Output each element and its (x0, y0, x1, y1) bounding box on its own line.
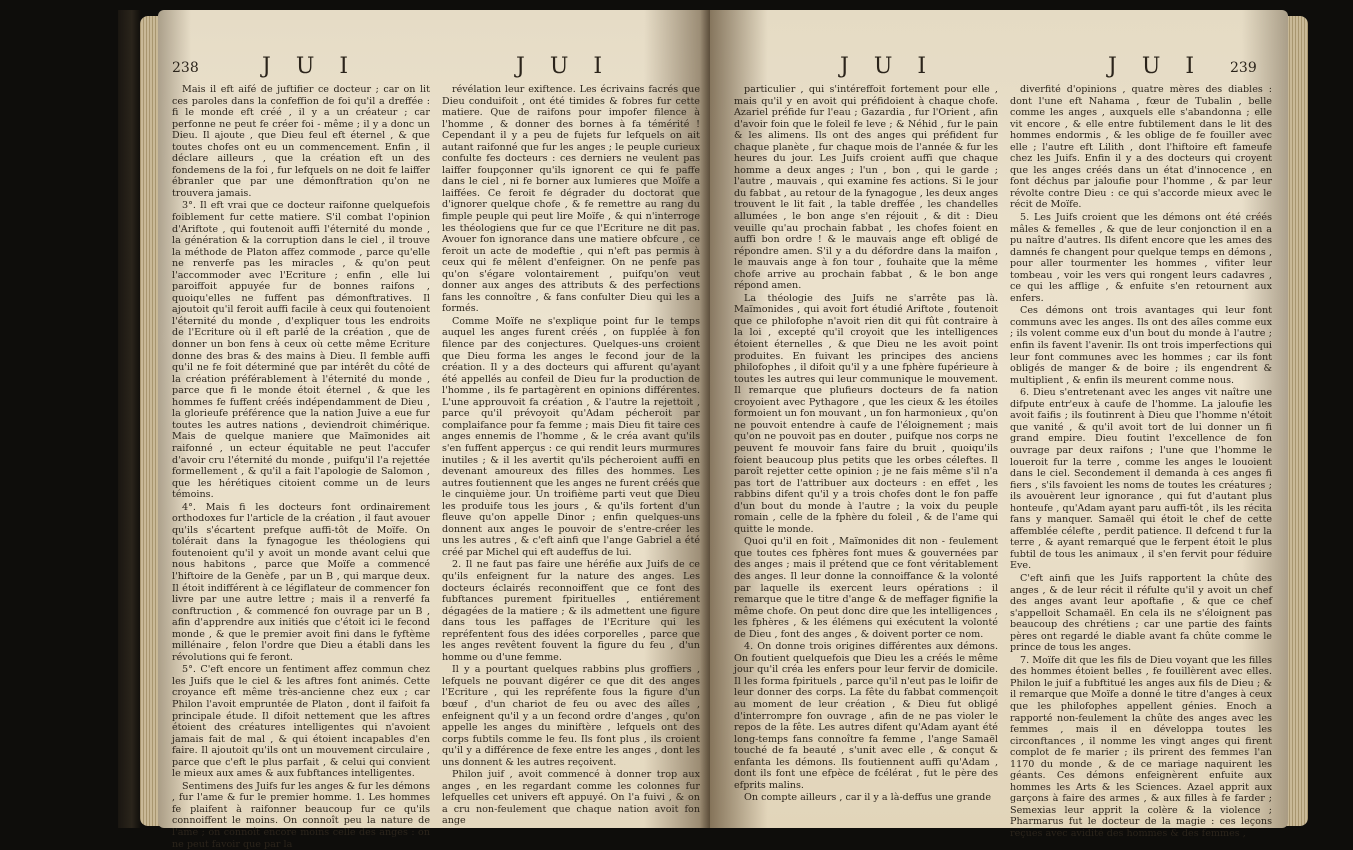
text-column-left (734, 84, 998, 804)
running-header: J U I (1108, 54, 1204, 79)
paragraph: 4. On donne trois origines différentes aux démons. On foutient quelquefois que Dieu les a créés le même jour qu'il créa les enfers pour leur fervir de domicile. Il les forma fpirituels , parce qu'il n'eut pas le loifir de leur donner des corps. La fête du fabbat commençoit au moment de leur création , & Dieu fut obligé d'interrompre fon ouvrage , afin de ne pas violer le repos de la fête. Les autres difent qu'Adam ayant été long-temps fans connoître fa femme , l'ange Samaël touché de fa beauté , s'unit avec elle , & conçut & enfanta les démons. Ils foutiennent auffi qu'Adam , dont ils font une efpèce de fcélérat , fut le père des efprits malins. (734, 641, 998, 791)
running-header: J U I (262, 54, 358, 79)
page-number: 239 (1230, 60, 1257, 76)
paragraph: Philon juif , avoit commencé à donner trop aux anges , en les regardant comme les colonnes fur lefquelles cet univers eft appuyé. On l'a fuivi , & on a cru non-feulement que chaque nation avoit fon ange (442, 769, 700, 827)
paragraph: Quoi qu'il en foit , Maïmonides dit non - feulement que toutes ces fphères font mues & gouvernées par des anges ; mais il prétend que ce font véritablement des anges. Il leur donne la connoiffance & la volonté par laquelle ils exercent leurs opérations : il remarque que le titre d'ange & de meffager fignifie la même chofe. On peut donc dire que les intelligences , les fphères , & les élémens qui exécutent la volonté de Dieu , font des anges , & doivent porter ce nom. (734, 536, 998, 640)
paragraph: Sentimens des Juifs fur les anges & fur les démons , fur l'ame & fur le premier homme. 1. Les hommes fe plaifent à raifonner beaucoup fur ce qu'ils connoiffent le moins. On connoît peu la nature de l'ame ; on connoît encore moins celle des anges : on ne peut favoir que par la (172, 780, 430, 850)
paragraph: C'eft ainfi que les Juifs rapportent la chûte des anges , & de leur récit il réfulte qu'il y avoit un chef des anges avant leur apoftafie , & que ce chef s'appelloit Schamaël. En cela ils ne s'éloignent pas beaucoup des chrétiens ; car une partie des faints pères ont regardé le diable avant fa chûte comme le prince de tous les anges. (1010, 572, 1272, 654)
paragraph: Mais il eft aifé de juftifier ce docteur ; car on lit ces paroles dans la confeffion de foi qu'il a dreffée : fi le monde eft créé , il y a un créateur ; car perfonne ne peut fe créer foi - même ; il y a donc un Dieu. Il ajoute , que Dieu feul eft éternel , & que toutes chofes ont eu un commencement. Enfin , il déclare ailleurs , que la création eft un des fondemens de la foi , fur lefquels on ne doit fe laiffer ébranler que par une démonftration qu'on ne trouvera jamais. (172, 84, 430, 199)
paragraph: 5°. C'eft encore un fentiment affez commun chez les Juifs que le ciel & les aftres font animés. Cette croyance eft même très-ancienne chez eux ; car Philon l'avoit empruntée de Platon , dont il faifoit fa principale étude. Il difoit nettement que les aftres étoient des créatures intelligentes qui n'avoient jamais fait de mal , & qui étoient incapables d'en faire. Il ajoutoit qu'ils ont un mouvement circulaire , parce que c'eft le plus parfait , & celui qui convient le mieux aux ames & aux fubftances intelligentes. (172, 664, 430, 780)
paragraph: 6. Dieu s'entretenant avec les anges vit naître une difpute entr'eux à caufe de l'homme. La jaloufie les avoit faifis ; ils foutinrent à Dieu que l'homme n'étoit que vanité , & qu'il avoit tort de lui donner un fi grand empire. Dieu foutint l'excellence de fon ouvrage par deux raifons ; l'une que l'homme le loueroit fur la terre , comme les anges le louoient dans le ciel. Secondement il demanda à ces anges fi fiers , s'ils favoient les noms de toutes les créatures ; ils avouèrent leur ignorance , qui fut d'autant plus honteufe , qu'Adam ayant paru auffi-tôt , ils les récita fans y manquer. Samaël qui étoit le chef de cette affemblée célefte , perdit patience. Il defcend t fur la terre , & ayant remarqué que le ferpent étoit le plus fubtil de tous les animaux , il s'en fervit pour féduire Eve. (1010, 387, 1272, 572)
paragraph: 3°. Il eft vrai que ce docteur raifonne quelquefois foiblement fur cette matiere. S'il combat l'opinion d'Ariftote , qui foutenoit auffi l'éternité du monde , la génération & la corruption dans le ciel , il trouve la méthode de Platon affez commode , parce qu'elle ne renverfe pas les miracles , & qu'on peut l'accommoder avec l'Ecriture ; enfin , elle lui paroiffoit appuyée fur de bonnes raifons , quoiqu'elles ne fuffent pas démonftratives. Il ajoutoit qu'il feroit auffi facile à ceux qui foutenoient l'éternité du monde , d'expliquer tous les endroits de l'Ecriture où il eft parlé de la création , que de donner un bon fens à ceux où cette même Ecriture donne des bras & des mains à Dieu. Il femble auffi qu'il ne fe foit déterminé que par intérêt du côté de la création préférablement à l'éternité du monde , parce que fi le monde étoit éternel , & que les hommes fe fuffent créés indépendamment de Dieu , la glorieufe préférence que la nation Juive a eue fur toutes les autres nations , deviendroit chimérique. Mais de quelque maniere que Maïmonides ait raifonné , un ecteur équitable ne peut l'accufer d'avoir cru l'éternité du monde , puifqu'il l'a rejettée formellement , & qu'il a fait l'apologie de Salomon , que les hérétiques citoient comme un de leurs témoins. (172, 200, 430, 501)
page-number: 238 (172, 60, 199, 76)
paragraph: La théologie des Juifs ne s'arrête pas là. Maïmonides , qui avoit fort étudié Ariftote , foutenoit que ce philofophe n'avoit rien dit qui fût contraire à la loi , excepté qu'il croyoit que les intelligences étoient éternelles , & que Dieu ne les avoit point produites. En fuivant les principes des anciens philofophes , il difoit qu'il y a une fphère fupérieure à toutes les autres qui leur communique le mouvement. Il remarque que plufieurs docteurs de fa nation croyoient avec Pythagore , que les cieux & les étoiles formoient un fon mouvant , un fon harmonieux , qu'on ne pouvoit entendre à caufe de l'éloignement ; mais qu'on ne pouvoit pas en douter , puifque nos corps ne peuvent fe mouvoir fans faire du bruit , quoiqu'ils foient beaucoup plus petits que les orbes céleftes. Il paroît rejetter cette opinion ; je ne fais même s'il n'a pas tort de l'attribuer aux docteurs : en effet , les rabbins difent qu'il y a trois chofes dont le fon paffe d'un bout du monde à l'autre ; la voix du peuple romain , celle de la fphère du foleil , & de l'ame qui quitte le monde. (734, 292, 998, 535)
running-header: J U I (840, 54, 936, 79)
paragraph: 4°. Mais fi les docteurs font ordinairement orthodoxes fur l'article de la création , il faut avouer qu'ils s'écartent prefque auffi-tôt de Moïfe. On tolérait dans la fynagogue les théologiens qui foutenoient qu'il y avoit un monde avant celui que nous habitons , parce que Moïfe a commencé l'hiftoire de la Genèfe , par un B , qui marque deux. Il étoit indifférent à ce légiflateur de commencer fon livre par une autre lettre ; mais il a renverfé fa conftruction , & commencé fon ouvrage par un B , afin d'apprendre aux initiés que c'étoit ici le fecond monde , & que le premier avoit fini dans le fyftème millénaire , felon l'ordre que Dieu a établi dans les révolutions qui fe feront. (172, 501, 430, 663)
paragraph: 2. Il ne faut pas faire une héréfie aux Juifs de ce qu'ils enfeignent fur la nature des anges. Les docteurs éclairés reconnoiffent que ce font des fubftances purement fpirituelles , entiérement dégagées de la matiere ; & ils admettent une figure dans tous les paffages de l'Ecriture qui les repréfentent fous des idées corporelles , parce que les anges revêtent fouvent la figure du feu , d'un homme ou d'une femme. (442, 559, 700, 663)
paragraph: Comme Moïfe ne s'explique point fur le temps auquel les anges furent créés , on fupplée à fon filence par des conjectures. Quelques-uns croient que Dieu forma les anges le fecond jour de la création. Il y a des docteurs qui affurent qu'ayant été appellés au confeil de Dieu fur la production de l'homme , ils fe partagèrent en opinions différentes. L'une approuvoit fa création , & l'autre la rejettoit , parce qu'il prévoyoit qu'Adam pécheroit par complaifance pour fa femme ; mais Dieu fit taire ces anges ennemis de l'homme , & le créa avant qu'ils s'en fuffent apperçus : ce qui rendit leurs murmures inutiles ; & il les avertit qu'ils pécheroient auffi en devenant amoureux des filles des hommes. Les autres foutiennent que les anges ne furent créés que le cinquième jour. Un troifième parti veut que Dieu les produife tous les jours , & qu'ils fortent d'un fleuve qu'on appelle Dinor ; enfin quelques-uns donnent aux anges le pouvoir de s'entre-créer les uns les autres , & c'eft ainfi que l'ange Gabriel a été créé par Michel qui eft audeffus de lui. (442, 315, 700, 558)
paragraph: Il y a pourtant quelques rabbins plus groffiers , lefquels ne pouvant digérer ce que dit des anges l'Ecriture , qui les repréfente fous la figure d'un bœuf , d'un chariot de feu ou avec des aîles , enfeignent qu'il y a un fecond ordre d'anges , qu'on appelle les anges du miniftère , lefquels ont des corps fubtils comme le feu. Ils font plus , ils croient qu'il y a différence de fexe entre les anges , dont les uns donnent & les autres reçoivent. (442, 664, 700, 768)
paragraph: diverfité d'opinions , quatre mères des diables : dont l'une eft Nahama , fœur de Tubalin , belle comme les anges , auxquels elle s'abandonna ; elle vit encore , & elle entre fubtilement dans le lit des hommes endormis , & les oblige de fe fouiller avec elle ; l'autre eft Lilith , dont l'hiftoire eft fameufe chez les Juifs. Enfin il y a des docteurs qui croyent que les anges créés dans un état d'innocence , en font déchus par jaloufie pour l'homme , & par leur révolte contre Dieu : ce qui s'accorde mieux avec le récit de Moïfe. (1010, 84, 1272, 211)
paragraph: révélation leur exiftence. Les écrivains facrés que Dieu conduifoit , ont été timides & fobres fur cette matiere. Que de raifons pour impofer filence à l'homme , & donner des bornes à fa témérité ! Cependant il y a peu de fujets fur lefquels on ait autant raifonné que fur les anges ; le peuple curieux confulte fes docteurs : ces derniers ne veulent pas laiffer foupçonner qu'ils ignorent ce qui fe paffe dans le ciel , ni fe borner aux lumieres que Moïfe a laiffées. Ce feroit fe dégrader du doctorat que d'ignorer quelque chofe , & fe remettre au rang du fimple peuple qui peut lire Moïfe , & qui n'interroge les théologiens que fur ce que l'Ecriture ne dit pas. Avouer fon ignorance dans une matiere obfcure , ce feroit un acte de modeftie , qui n'eft pas permis à ceux qui fe mêlent d'enfeigner. On ne penfe pas qu'on s'égare volontairement , puifqu'on veut donner aux anges des attributs & des perfections fans les connoître , & fans confulter Dieu qui les a formés. (442, 84, 700, 315)
paragraph: particulier , qui s'intéreffoit fortement pour elle , mais qu'il y en avoit qui préfidoient à chaque chofe. Azariel préfide fur l'eau ; Gazardia , fur l'Orient , afin d'avoir foin que le foleil fe leve ; & Néhid , fur le pain & les alimens. Ils ont des anges qui préfident fur chaque planète , fur chaque mois de l'année & fur les heures du jour. Les Juifs croient auffi que chaque homme a deux anges ; l'un , bon , qui le garde ; l'autre , mauvais , qui examine fes actions. Si le jour du fabbat , au retour de la fynagogue , les deux anges trouvent le lit fait , la table dreffée , les chandelles allumées , le bon ange s'en réjouit , & dit : Dieu veuille qu'au prochain fabbat , les chofes foient en auffi bon ordre ! & le mauvais ange eft obligé de répondre amen. S'il y a du défordre dans la maifon , le mauvais ange à fon tour , fouhaite que la même chofe arrive au prochain fabbat , & le bon ange répond amen. (734, 84, 998, 292)
paragraph: 5. Les Juifs croient que les démons ont été créés mâles & femelles , & que de leur conjonction il en a pu naître d'autres. Ils difent encore que les ames des damnés fe changent pour quelque temps en démons , pour aller tourmenter les hommes , vifiter leur tombeau , voir les vers qui rongent leurs cadavres , ce qui les afflige , & enfuite s'en retournent aux enfers. (1010, 212, 1272, 304)
text-column-right (1010, 84, 1272, 839)
text-column-right (442, 84, 700, 827)
paragraph: 7. Moïfe dit que les fils de Dieu voyant que les filles des hommes étoient belles , fe fouillèrent avec elles. Philon le juif a fubftitué les anges aux fils de Dieu ; & il remarque que Moïfe a donné le titre d'anges à ceux que les philofophes appellent génies. Enoch a rapporté non-feulement la chûte des anges avec les femmes , mais il en développa toutes les circonftances , il nomme les vingt anges qui firent complot de fe marier ; ils prirent des femmes l'an 1170 du monde , & de ce mariage naquirent les géants. Ces démons enfeignèrent enfuite aux hommes les Arts & les Sciences. Azael apprit aux garçons à faire des armes , & aux filles à fe farder ; Semexias leur apprit la colère & la violence ; Pharmarus fut le docteur de la magie : ces leçons reçues avec avidité des hommes & des femmes , (1010, 654, 1272, 839)
paragraph: On compte ailleurs , car il y a là-deffus une grande (744, 792, 992, 804)
left-page (158, 10, 710, 850)
running-header: J U I (516, 54, 612, 79)
open-book (118, 10, 1272, 850)
text-column-left (172, 84, 430, 850)
paragraph: Ces démons ont trois avantages qui leur font communs avec les anges. Ils ont des aîles comme eux ; ils volent comme eux d'un bout du monde à l'autre ; enfin ils favent l'avenir. Ils ont trois imperfections qui leur font communes avec les hommes ; car ils font obligés de manger & de boire ; ils engendrent & multiplient , & enfin ils meurent comme nous. (1010, 305, 1272, 386)
right-page (710, 10, 1288, 839)
